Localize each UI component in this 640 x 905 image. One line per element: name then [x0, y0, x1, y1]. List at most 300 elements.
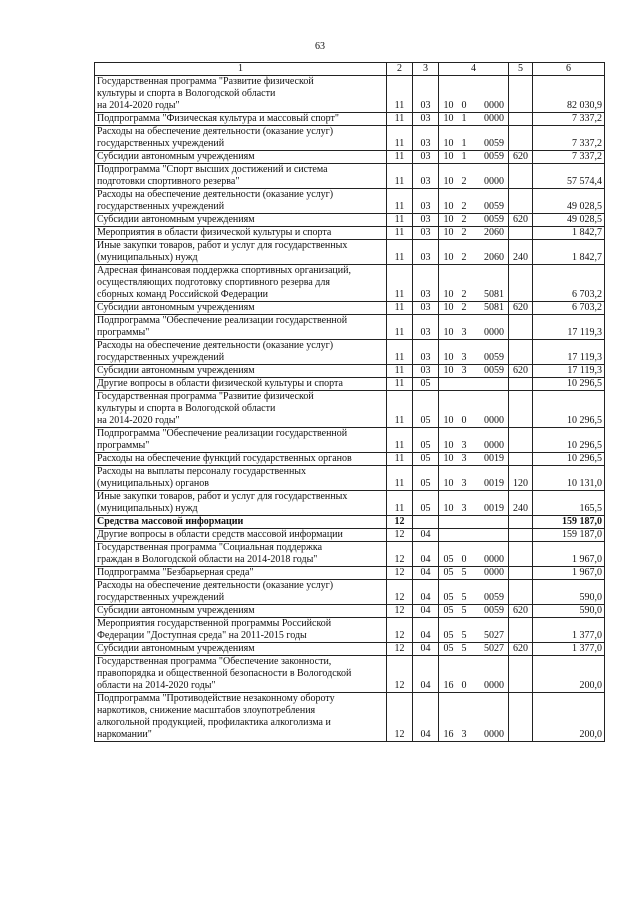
- row-name: Расходы на выплаты персоналу государственных (муниципальных) органов: [95, 466, 387, 491]
- subprogram-code: 0: [461, 554, 467, 565]
- row-name: Расходы на обеспечение деятельности (оказание услуг) государственных учреждений: [95, 580, 387, 605]
- subprogram-code: 3: [461, 352, 467, 363]
- expense-type-code: 240: [509, 240, 533, 265]
- row-name: Подпрограмма "Обеспечение реализации государственной программы": [95, 315, 387, 340]
- amount: 200,0: [533, 693, 605, 742]
- expense-type-code: 620: [509, 302, 533, 315]
- section-code: 11: [387, 214, 413, 227]
- program-code: 05: [443, 554, 454, 565]
- direction-code: 0059: [484, 592, 504, 603]
- target-article-code: [439, 126, 509, 151]
- table-row: [95, 151, 605, 164]
- program-code: 10: [443, 365, 454, 376]
- subprogram-code: 3: [461, 365, 467, 376]
- row-name: Субсидии автономным учреждениям: [95, 151, 387, 164]
- expense-type-code: 620: [509, 605, 533, 618]
- direction-code: 0059: [484, 138, 504, 149]
- section-code: 11: [387, 315, 413, 340]
- subsection-code: 03: [413, 151, 439, 164]
- target-article-code: [439, 516, 509, 529]
- program-code: 05: [443, 592, 454, 603]
- subprogram-code: 0: [461, 100, 467, 111]
- program-code: 10: [443, 113, 454, 124]
- target-article-code: [439, 428, 509, 453]
- row-name: Расходы на обеспечение деятельности (оказание услуг) государственных учреждений: [95, 189, 387, 214]
- subprogram-code: 3: [461, 453, 467, 464]
- subsection-code: 04: [413, 643, 439, 656]
- target-article-code: [439, 164, 509, 189]
- table-row: [95, 693, 605, 742]
- target-article-code: [439, 391, 509, 428]
- amount: 82 030,9: [533, 76, 605, 113]
- expense-type-code: [509, 340, 533, 365]
- table-row: [95, 76, 605, 113]
- table-row: [95, 378, 605, 391]
- row-name: Подпрограмма "Безбарьерная среда": [95, 567, 387, 580]
- header-row: [95, 63, 605, 76]
- target-article-code: [439, 265, 509, 302]
- expense-type-code: [509, 693, 533, 742]
- section-code: 11: [387, 365, 413, 378]
- subsection-code: 03: [413, 365, 439, 378]
- target-article-code: [439, 618, 509, 643]
- table-row: [95, 516, 605, 529]
- amount: 49 028,5: [533, 189, 605, 214]
- target-article-code: [439, 240, 509, 265]
- target-article-code: [439, 315, 509, 340]
- amount: 57 574,4: [533, 164, 605, 189]
- direction-code: 0059: [484, 201, 504, 212]
- subprogram-code: 2: [461, 252, 467, 263]
- subsection-code: 03: [413, 340, 439, 365]
- table-row: [95, 466, 605, 491]
- subprogram-code: 2: [461, 302, 467, 313]
- expense-type-code: [509, 391, 533, 428]
- column-header: 1: [95, 63, 387, 76]
- amount: 17 119,3: [533, 315, 605, 340]
- subsection-code: 03: [413, 189, 439, 214]
- target-article-code: [439, 76, 509, 113]
- table-row: [95, 580, 605, 605]
- subsection-code: 05: [413, 428, 439, 453]
- subsection-code: 04: [413, 693, 439, 742]
- table-row: [95, 113, 605, 126]
- amount: 6 703,2: [533, 265, 605, 302]
- target-article-code: [439, 693, 509, 742]
- subsection-code: 05: [413, 378, 439, 391]
- amount: 49 028,5: [533, 214, 605, 227]
- expense-type-code: [509, 580, 533, 605]
- row-name: Другие вопросы в области средств массовой информации: [95, 529, 387, 542]
- direction-code: 0000: [484, 176, 504, 187]
- expense-type-code: 240: [509, 491, 533, 516]
- expense-type-code: [509, 656, 533, 693]
- section-code: 12: [387, 643, 413, 656]
- target-article-code: [439, 580, 509, 605]
- program-code: 16: [443, 729, 454, 740]
- amount: 159 187,0: [533, 516, 605, 529]
- expense-type-code: [509, 227, 533, 240]
- row-name: Мероприятия государственной программы Российской Федерации "Доступная среда" на 2011-2015 годы: [95, 618, 387, 643]
- expense-type-code: [509, 164, 533, 189]
- amount: 1 377,0: [533, 643, 605, 656]
- program-code: 10: [443, 227, 454, 238]
- subsection-code: 03: [413, 164, 439, 189]
- direction-code: 5027: [484, 643, 504, 654]
- subsection-code: 03: [413, 315, 439, 340]
- column-header: 2: [387, 63, 413, 76]
- direction-code: 0019: [484, 478, 504, 489]
- subprogram-code: 5: [461, 643, 467, 654]
- subsection-code: 05: [413, 466, 439, 491]
- row-name: Субсидии автономным учреждениям: [95, 605, 387, 618]
- direction-code: 0019: [484, 503, 504, 514]
- direction-code: 0059: [484, 352, 504, 363]
- subsection-code: 03: [413, 76, 439, 113]
- program-code: 10: [443, 151, 454, 162]
- column-header: 6: [533, 63, 605, 76]
- expense-type-code: [509, 315, 533, 340]
- section-code: 11: [387, 302, 413, 315]
- direction-code: 0000: [484, 729, 504, 740]
- subprogram-code: 3: [461, 478, 467, 489]
- target-article-code: [439, 365, 509, 378]
- subprogram-code: 5: [461, 592, 467, 603]
- target-article-code: [439, 378, 509, 391]
- row-name: Государственная программа "Обеспечение законности, правопорядка и общественной безопасности в Вологодской области на 2014-2020 годы": [95, 656, 387, 693]
- expense-type-code: [509, 618, 533, 643]
- subsection-code: 05: [413, 391, 439, 428]
- row-name: Другие вопросы в области физической культуры и спорта: [95, 378, 387, 391]
- section-code: 11: [387, 428, 413, 453]
- expense-type-code: [509, 516, 533, 529]
- direction-code: 2060: [484, 227, 504, 238]
- expense-type-code: [509, 428, 533, 453]
- target-article-code: [439, 214, 509, 227]
- subprogram-code: 5: [461, 630, 467, 641]
- program-code: 10: [443, 327, 454, 338]
- section-code: 12: [387, 567, 413, 580]
- amount: 590,0: [533, 605, 605, 618]
- direction-code: 0059: [484, 214, 504, 225]
- expense-type-code: 620: [509, 365, 533, 378]
- column-header: 3: [413, 63, 439, 76]
- section-code: 11: [387, 391, 413, 428]
- amount: 200,0: [533, 656, 605, 693]
- table-row: [95, 428, 605, 453]
- section-code: 11: [387, 76, 413, 113]
- subsection-code: 04: [413, 580, 439, 605]
- program-code: 10: [443, 176, 454, 187]
- table-row: [95, 618, 605, 643]
- section-code: 11: [387, 126, 413, 151]
- program-code: 05: [443, 630, 454, 641]
- direction-code: 5081: [484, 289, 504, 300]
- direction-code: 0000: [484, 680, 504, 691]
- budget-table: [94, 62, 605, 742]
- target-article-code: [439, 542, 509, 567]
- row-name: Средства массовой информации: [95, 516, 387, 529]
- program-code: 10: [443, 100, 454, 111]
- target-article-code: [439, 656, 509, 693]
- subsection-code: 04: [413, 656, 439, 693]
- subprogram-code: 2: [461, 201, 467, 212]
- row-name: Адресная финансовая поддержка спортивных организаций, осуществляющих подготовку спортивного резерва для сборных команд Российской Федерации: [95, 265, 387, 302]
- target-article-code: [439, 491, 509, 516]
- subsection-code: 04: [413, 542, 439, 567]
- section-code: 11: [387, 265, 413, 302]
- expense-type-code: [509, 126, 533, 151]
- subprogram-code: 1: [461, 151, 467, 162]
- program-code: 10: [443, 453, 454, 464]
- target-article-code: [439, 151, 509, 164]
- direction-code: 0000: [484, 415, 504, 426]
- expense-type-code: 620: [509, 214, 533, 227]
- expense-type-code: [509, 189, 533, 214]
- direction-code: 5081: [484, 302, 504, 313]
- subprogram-code: 5: [461, 605, 467, 616]
- amount: 10 296,5: [533, 391, 605, 428]
- row-name: Государственная программа "Социальная поддержка граждан в Вологодской области на 2014-2018 годы": [95, 542, 387, 567]
- section-code: 11: [387, 378, 413, 391]
- section-code: 11: [387, 491, 413, 516]
- direction-code: 0000: [484, 567, 504, 578]
- table-row: [95, 656, 605, 693]
- subprogram-code: 0: [461, 680, 467, 691]
- program-code: 10: [443, 415, 454, 426]
- table-row: [95, 529, 605, 542]
- amount: 1 842,7: [533, 240, 605, 265]
- direction-code: 2060: [484, 252, 504, 263]
- expense-type-code: 620: [509, 643, 533, 656]
- row-name: Субсидии автономным учреждениям: [95, 302, 387, 315]
- section-code: 12: [387, 605, 413, 618]
- program-code: 10: [443, 352, 454, 363]
- subprogram-code: 2: [461, 227, 467, 238]
- amount: 7 337,2: [533, 151, 605, 164]
- section-code: 12: [387, 516, 413, 529]
- row-name: Субсидии автономным учреждениям: [95, 643, 387, 656]
- amount: 7 337,2: [533, 126, 605, 151]
- row-name: Иные закупки товаров, работ и услуг для государственных (муниципальных) нужд: [95, 240, 387, 265]
- row-name: Государственная программа "Развитие физической культуры и спорта в Вологодской области на 2014-2020 годы": [95, 391, 387, 428]
- program-code: 10: [443, 503, 454, 514]
- amount: 10 296,5: [533, 453, 605, 466]
- direction-code: 0019: [484, 453, 504, 464]
- target-article-code: [439, 189, 509, 214]
- subsection-code: [413, 516, 439, 529]
- direction-code: 0000: [484, 440, 504, 451]
- section-code: 12: [387, 542, 413, 567]
- program-code: 10: [443, 478, 454, 489]
- subsection-code: 03: [413, 227, 439, 240]
- row-name: Субсидии автономным учреждениям: [95, 214, 387, 227]
- section-code: 12: [387, 693, 413, 742]
- program-code: 05: [443, 643, 454, 654]
- subprogram-code: 1: [461, 113, 467, 124]
- subsection-code: 04: [413, 529, 439, 542]
- expense-type-code: [509, 265, 533, 302]
- subsection-code: 03: [413, 302, 439, 315]
- row-name: Государственная программа "Развитие физической культуры и спорта в Вологодской области на 2014-2020 годы": [95, 76, 387, 113]
- row-name: Мероприятия в области физической культуры и спорта: [95, 227, 387, 240]
- amount: 10 296,5: [533, 428, 605, 453]
- subprogram-code: 1: [461, 138, 467, 149]
- section-code: 11: [387, 151, 413, 164]
- column-header: 4: [439, 63, 509, 76]
- amount: 590,0: [533, 580, 605, 605]
- amount: 7 337,2: [533, 113, 605, 126]
- amount: 159 187,0: [533, 529, 605, 542]
- subprogram-code: 2: [461, 176, 467, 187]
- row-name: Расходы на обеспечение деятельности (оказание услуг) государственных учреждений: [95, 340, 387, 365]
- program-code: 05: [443, 605, 454, 616]
- expense-type-code: [509, 542, 533, 567]
- section-code: 11: [387, 453, 413, 466]
- program-code: 10: [443, 302, 454, 313]
- program-code: 05: [443, 567, 454, 578]
- expense-type-code: [509, 529, 533, 542]
- table-row: [95, 214, 605, 227]
- table-row: [95, 453, 605, 466]
- direction-code: 0000: [484, 100, 504, 111]
- expense-type-code: [509, 567, 533, 580]
- subprogram-code: 3: [461, 729, 467, 740]
- program-code: 10: [443, 252, 454, 263]
- direction-code: 5027: [484, 630, 504, 641]
- program-code: 10: [443, 214, 454, 225]
- table-row: [95, 605, 605, 618]
- table-row: [95, 164, 605, 189]
- section-code: 11: [387, 189, 413, 214]
- direction-code: 0059: [484, 151, 504, 162]
- direction-code: 0000: [484, 327, 504, 338]
- amount: 17 119,3: [533, 340, 605, 365]
- table-row: [95, 315, 605, 340]
- subprogram-code: 2: [461, 289, 467, 300]
- subprogram-code: 0: [461, 415, 467, 426]
- subsection-code: 03: [413, 214, 439, 227]
- row-name: Субсидии автономным учреждениям: [95, 365, 387, 378]
- target-article-code: [439, 113, 509, 126]
- expense-type-code: [509, 453, 533, 466]
- target-article-code: [439, 227, 509, 240]
- amount: 1 842,7: [533, 227, 605, 240]
- section-code: 11: [387, 340, 413, 365]
- direction-code: 0059: [484, 365, 504, 376]
- program-code: 16: [443, 680, 454, 691]
- program-code: 10: [443, 201, 454, 212]
- table-row: [95, 643, 605, 656]
- target-article-code: [439, 643, 509, 656]
- program-code: 10: [443, 138, 454, 149]
- amount: 1 967,0: [533, 567, 605, 580]
- subprogram-code: 5: [461, 567, 467, 578]
- table-row: [95, 542, 605, 567]
- target-article-code: [439, 453, 509, 466]
- expense-type-code: [509, 76, 533, 113]
- row-name: Подпрограмма "Физическая культура и массовый спорт": [95, 113, 387, 126]
- subprogram-code: 3: [461, 503, 467, 514]
- subsection-code: 03: [413, 265, 439, 302]
- section-code: 12: [387, 618, 413, 643]
- subsection-code: 04: [413, 618, 439, 643]
- column-header: 5: [509, 63, 533, 76]
- expense-type-code: [509, 113, 533, 126]
- table-row: [95, 567, 605, 580]
- target-article-code: [439, 302, 509, 315]
- table-row: [95, 302, 605, 315]
- row-name: Иные закупки товаров, работ и услуг для государственных (муниципальных) нужд: [95, 491, 387, 516]
- target-article-code: [439, 529, 509, 542]
- amount: 10 131,0: [533, 466, 605, 491]
- amount: 1 967,0: [533, 542, 605, 567]
- section-code: 11: [387, 240, 413, 265]
- subsection-code: 04: [413, 567, 439, 580]
- amount: 1 377,0: [533, 618, 605, 643]
- row-name: Расходы на обеспечение функций государственных органов: [95, 453, 387, 466]
- direction-code: 0000: [484, 113, 504, 124]
- table-row: [95, 340, 605, 365]
- section-code: 12: [387, 656, 413, 693]
- amount: 10 296,5: [533, 378, 605, 391]
- section-code: 12: [387, 529, 413, 542]
- table-row: [95, 240, 605, 265]
- row-name: Расходы на обеспечение деятельности (оказание услуг) государственных учреждений: [95, 126, 387, 151]
- expense-type-code: [509, 378, 533, 391]
- program-code: 10: [443, 289, 454, 300]
- subsection-code: 03: [413, 240, 439, 265]
- direction-code: 0059: [484, 605, 504, 616]
- subsection-code: 04: [413, 605, 439, 618]
- target-article-code: [439, 605, 509, 618]
- subsection-code: 03: [413, 126, 439, 151]
- row-name: Подпрограмма "Обеспечение реализации государственной программы": [95, 428, 387, 453]
- amount: 165,5: [533, 491, 605, 516]
- table-row: [95, 265, 605, 302]
- subsection-code: 03: [413, 113, 439, 126]
- table-row: [95, 391, 605, 428]
- section-code: 12: [387, 580, 413, 605]
- table-row: [95, 491, 605, 516]
- row-name: Подпрограмма "Противодействие незаконному обороту наркотиков, снижение масштабов злоупотребления алкогольной продукцией, профилактика алкоголизма и наркомании": [95, 693, 387, 742]
- target-article-code: [439, 567, 509, 580]
- page-number: 63: [315, 41, 325, 52]
- subsection-code: 05: [413, 453, 439, 466]
- subprogram-code: 3: [461, 440, 467, 451]
- table-row: [95, 126, 605, 151]
- amount: 17 119,3: [533, 365, 605, 378]
- section-code: 11: [387, 164, 413, 189]
- section-code: 11: [387, 466, 413, 491]
- table-row: [95, 365, 605, 378]
- table-row: [95, 227, 605, 240]
- expense-type-code: 120: [509, 466, 533, 491]
- row-name: Подпрограмма "Спорт высших достижений и система подготовки спортивного резерва": [95, 164, 387, 189]
- subprogram-code: 2: [461, 214, 467, 225]
- table-row: [95, 189, 605, 214]
- subsection-code: 05: [413, 491, 439, 516]
- direction-code: 0000: [484, 554, 504, 565]
- section-code: 11: [387, 227, 413, 240]
- section-code: 11: [387, 113, 413, 126]
- expense-type-code: 620: [509, 151, 533, 164]
- target-article-code: [439, 340, 509, 365]
- amount: 6 703,2: [533, 302, 605, 315]
- program-code: 10: [443, 440, 454, 451]
- subprogram-code: 3: [461, 327, 467, 338]
- target-article-code: [439, 466, 509, 491]
